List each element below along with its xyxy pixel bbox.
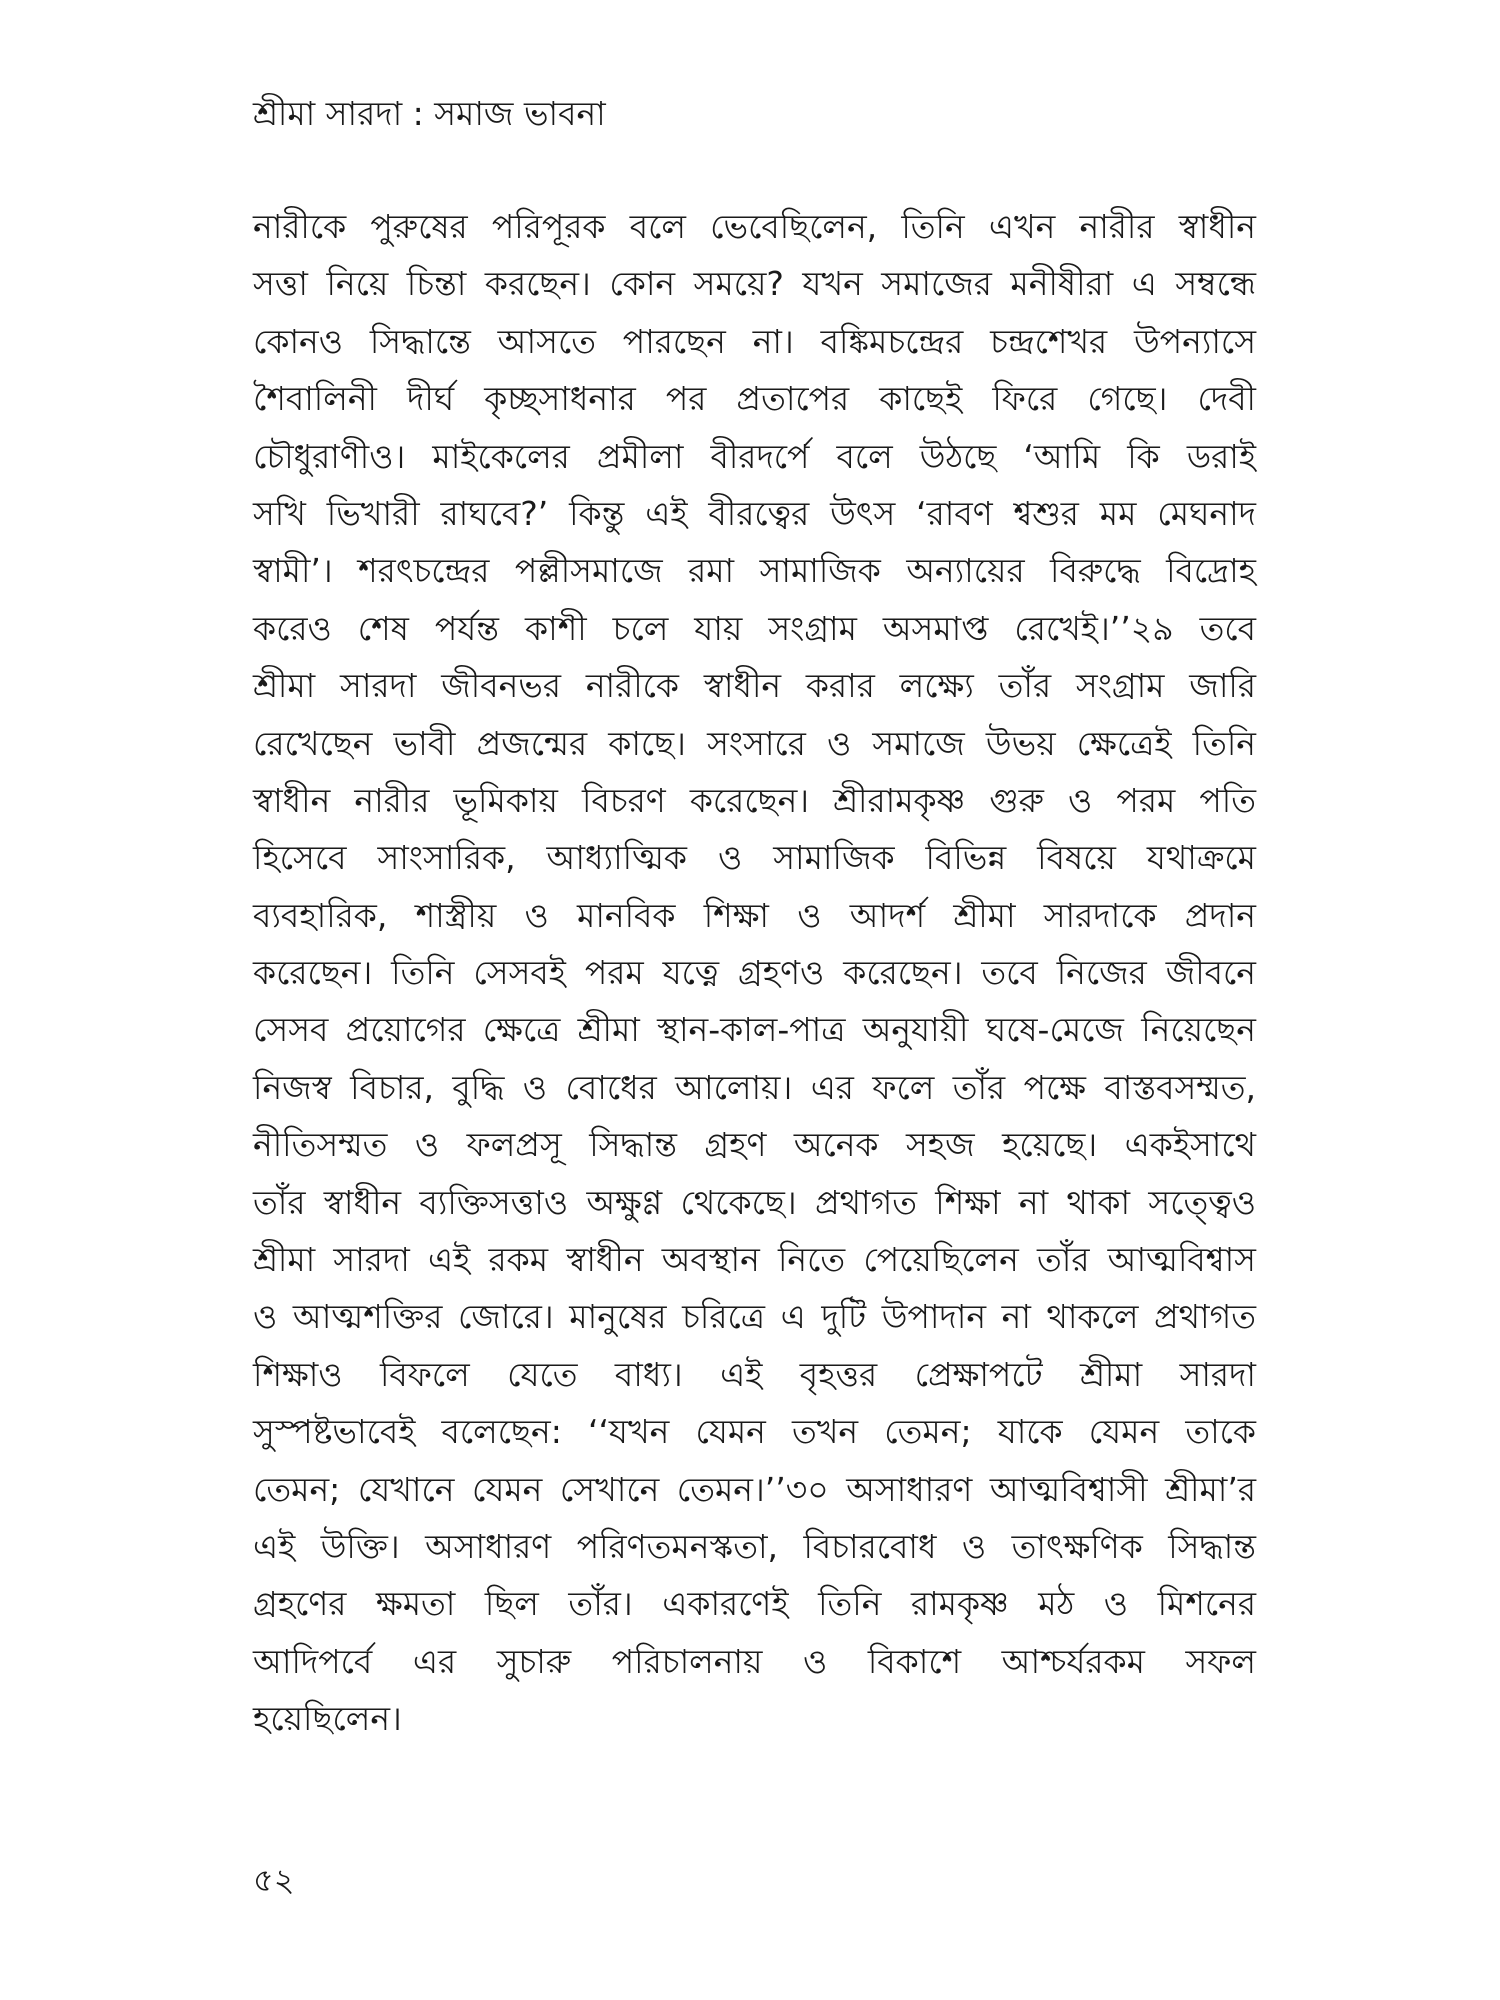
- text-line: ব্যবহারিক, শাস্ত্রীয় ও মানবিক শিক্ষা ও আদর্শ শ্রীমা সারদাকে প্রদান: [253, 895, 1256, 935]
- text-line: সুস্পষ্টভাবেই বলেছেন: ‘‘যখন যেমন তখন তেমন; যাকে যেমন তাকে: [253, 1412, 1256, 1452]
- text-line: শৈবালিনী দীর্ঘ কৃচ্ছসাধনার পর প্রতাপের কাছেই ফিরে গেছে। দেবী: [253, 379, 1256, 419]
- page-number: ৫২: [253, 1861, 295, 1899]
- text-line: আদিপর্বে এর সুচারু পরিচালনায় ও বিকাশে আশ্চর্যরকম সফল: [253, 1641, 1256, 1681]
- text-line: নীতিসম্মত ও ফলপ্রসূ সিদ্ধান্ত গ্রহণ অনেক সহজ হয়েছে। একইসাথে: [253, 1125, 1256, 1165]
- text-line: শিক্ষাও বিফলে যেতে বাধ্য। এই বৃহত্তর প্রেক্ষাপটে শ্রীমা সারদা: [253, 1354, 1256, 1394]
- text-line: করেও শেষ পর্যন্ত কাশী চলে যায় সংগ্রাম অসমাপ্ত রেখেই।’’২৯ তবে: [253, 608, 1256, 648]
- text-line: স্বাধীন নারীর ভূমিকায় বিচরণ করেছেন। শ্রীরামকৃষ্ণ গুরু ও পরম পতি: [253, 780, 1256, 820]
- text-line: সেসব প্রয়োগের ক্ষেত্রে শ্রীমা স্থান-কাল-পাত্র অনুযায়ী ঘষে-মেজে নিয়েছেন: [253, 1010, 1256, 1050]
- running-header: শ্রীমা সারদা : সমাজ ভাবনা: [253, 94, 606, 133]
- text-line: কোনও সিদ্ধান্তে আসতে পারছেন না। বঙ্কিমচন্দ্রের চন্দ্রশেখর উপন্যাসে: [253, 321, 1256, 361]
- text-line: তেমন; যেখানে যেমন সেখানে তেমন।’’৩০ অসাধারণ আত্মবিশ্বাসী শ্রীমা’র: [253, 1469, 1256, 1509]
- text-line: রেখেছেন ভাবী প্রজন্মের কাছে। সংসারে ও সমাজে উভয় ক্ষেত্রেই তিনি: [253, 723, 1256, 763]
- text-line: নিজস্ব বিচার, বুদ্ধি ও বোধের আলোয়। এর ফলে তাঁর পক্ষে বাস্তবসম্মত,: [253, 1067, 1256, 1107]
- text-line: সত্তা নিয়ে চিন্তা করছেন। কোন সময়ে? যখন সমাজের মনীষীরা এ সম্বন্ধে: [253, 264, 1256, 304]
- text-line: হিসেবে সাংসারিক, আধ্যাত্মিক ও সামাজিক বিভিন্ন বিষয়ে যথাক্রমে: [253, 838, 1256, 878]
- text-line: চৌধুরাণীও। মাইকেলের প্রমীলা বীরদর্পে বলে উঠছে ‘আমি কি ডরাই: [253, 436, 1256, 476]
- text-line: করেছেন। তিনি সেসবই পরম যত্নে গ্রহণও করেছেন। তবে নিজের জীবনে: [253, 953, 1256, 993]
- text-line: এই উক্তি। অসাধারণ পরিণতমনস্কতা, বিচারবোধ ও তাৎক্ষণিক সিদ্ধান্ত: [253, 1526, 1256, 1566]
- text-line-last: হয়েছিলেন।: [253, 1699, 402, 1739]
- text-line: শ্রীমা সারদা জীবনভর নারীকে স্বাধীন করার লক্ষ্যে তাঁর সংগ্রাম জারি: [253, 666, 1256, 706]
- text-line: সখি ভিখারী রাঘবে?’ কিন্তু এই বীরত্বের উৎস ‘রাবণ শ্বশুর মম মেঘনাদ: [253, 493, 1256, 533]
- text-line: তাঁর স্বাধীন ব্যক্তিসত্তাও অক্ষুণ্ণ থেকেছে। প্রথাগত শিক্ষা না থাকা সত্ত্বেও: [253, 1182, 1256, 1222]
- text-line: নারীকে পুরুষের পরিপূরক বলে ভেবেছিলেন, তিনি এখন নারীর স্বাধীন: [253, 207, 1256, 246]
- text-line: গ্রহণের ক্ষমতা ছিল তাঁর। একারণেই তিনি রামকৃষ্ণ মঠ ও মিশনের: [253, 1584, 1256, 1624]
- text-line: ও আত্মশক্তির জোরে। মানুষের চরিত্রে এ দুটি উপাদান না থাকলে প্রথাগত: [253, 1297, 1256, 1337]
- text-line: শ্রীমা সারদা এই রকম স্বাধীন অবস্থান নিতে পেয়েছিলেন তাঁর আত্মবিশ্বাস: [253, 1240, 1256, 1280]
- body-paragraph: [253, 198, 1256, 1748]
- text-line: স্বামী’। শরৎচন্দ্রের পল্লীসমাজে রমা সামাজিক অন্যায়ের বিরুদ্ধে বিদ্রোহ: [253, 551, 1256, 591]
